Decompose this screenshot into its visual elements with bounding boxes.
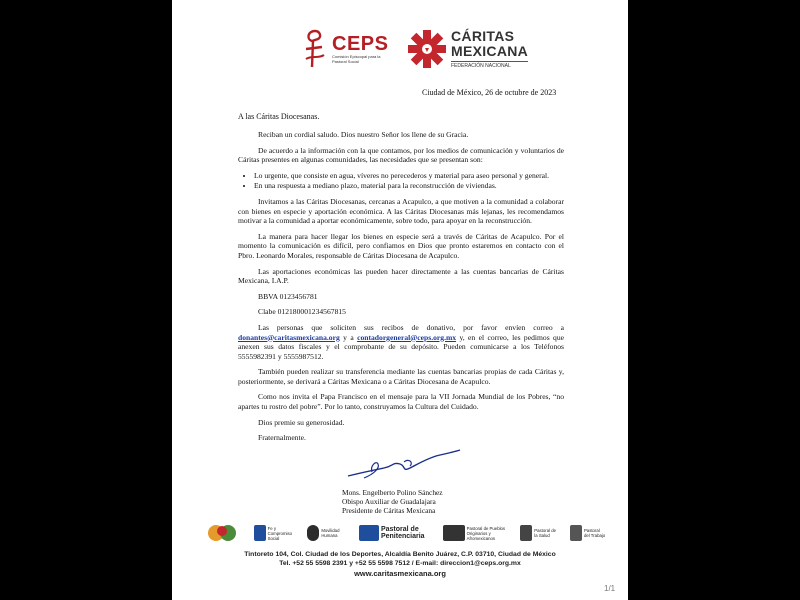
caritas-cross-icon (406, 28, 448, 70)
footer-logo-movilidad: Movilidad Humana (307, 525, 345, 541)
list-item: • En una respuesta a mediano plazo, material para la reconstrucción de viviendas. (254, 181, 564, 191)
ceps-logo (302, 27, 392, 71)
caritas-name-line1: CÁRITAS (451, 27, 515, 44)
salud-icon (520, 525, 532, 541)
page-indicator: 1/1 (604, 584, 616, 593)
ceps-emblem-icon (302, 27, 328, 71)
letter-addressee: A las Cáritas Diocesanas. (238, 112, 320, 121)
signer-block (342, 488, 443, 515)
footer-logo-penitenciaria: Pastoral de Penitenciaria (359, 525, 429, 541)
signer-title-1: Obispo Auxiliar de Guadalajara (342, 497, 436, 506)
fe-compromiso-icon (254, 525, 266, 541)
movilidad-icon (307, 525, 319, 541)
footer-address: Tintoreto 104, Col. Ciudad de los Deportes, Alcaldía Benito Juárez, C.P. 03710, Ciudad de México (244, 551, 556, 558)
ceps-name: CEPS (332, 33, 389, 55)
caritas-logo (406, 28, 528, 70)
footer-contact: Tel. +52 55 5598 2391 y +52 55 5598 7512 / E-mail: direccion1@ceps.org.mx (279, 560, 521, 567)
greeting: Reciban un cordial saludo. Dios nuestro Señor los llene de su Gracia. (258, 130, 469, 139)
email-link-donantes[interactable]: donantes@caritasmexicana.org (238, 332, 340, 342)
paragraph-blessing: Dios premie su generosidad. (258, 417, 345, 427)
letter-body (238, 130, 564, 449)
signer-title-2: Presidente de Cáritas Mexicana (342, 506, 436, 515)
jubilee-logo (206, 521, 240, 545)
caritas-name-line2: MEXICANA (451, 42, 529, 59)
footer-logo-pueblos: Pastoral de Pueblos Originarios y Afromexicanos (443, 525, 507, 541)
bank-account: BBVA 0123456781 (258, 291, 318, 301)
email-link-contador[interactable]: contadorgeneral@ceps.org.mx (357, 332, 457, 342)
caritas-subtitle: FEDERACIÓN NACIONAL (451, 61, 528, 70)
paragraph-delivery: La manera para hacer llegar los bienes en especie será a través de Cáritas de Acapulco. Por el momento la comunicación es difícil, pero confiamos en Dios que pronto estaremos en contacto con el Pbro. Leonardo Morales, responsable de Cáritas Diocesana de Acapulco. (238, 231, 564, 260)
jubilee-emblem-icon (206, 521, 240, 545)
signer-name: Mons. Engelberto Polino Sánchez (342, 488, 443, 497)
penitenciaria-icon (359, 525, 379, 541)
paragraph-invitation: Invitamos a las Cáritas Diocesanas, cercanas a Acapulco, a que motiven a la comunidad a colaborar con bienes en especie y aportación económica. A las Cáritas Diocesanas más lejanas, les recomendamos motivar a la comunidad a aportar económicamente, sobre todo, para apoyar en la reconstrucción. (238, 196, 564, 226)
signature-image (344, 444, 464, 484)
paragraph-transfer: También pueden realizar su transferencia mediante las cuentas bancarias propias de cada Cáritas y, posteriormente, se derivará a Cáritas Mexicana o a Cáritas Diocesana de Acapulco. (238, 367, 564, 386)
paragraph-pope: Como nos invita el Papa Francisco en el mensaje para la VII Jornada Mundial de los Pobres, “no apartes tu rostro del pobre”. Por lo tanto, construyamos la Cultura del Cuidado. (238, 392, 564, 412)
footer-logo-salud: Pastoral de la Salud (520, 525, 556, 541)
closing: Fraternalmente. (258, 433, 306, 443)
paragraph-receipts: Las personas que soliciten sus recibos de donativo, por favor envíen correo a donantes@caritasmexicana.org y a contadorgeneral@ceps.org.mx y, en el correo, les pedimos que anexen sus datos fiscales y el comprobante de su depósito. Pueden comunicarse a los Teléfonos 5555982391 y 5555987512. (238, 322, 565, 361)
footer-logo-trabajo: Pastoral del Trabajo (570, 525, 606, 541)
ceps-subtitle: Comisión Episcopal para la Pastoral Social (332, 54, 381, 64)
needs-list (238, 171, 564, 191)
paragraph-contributions: Las aportaciones económicas las pueden hacer directamente a las cuentas bancarias de Cáritas Mexicana, I.A.P. (238, 266, 564, 286)
clabe-account: Clabe 012180001234567815 (258, 307, 346, 317)
paragraph-needs: De acuerdo a la información con la que contamos, por los medios de comunicación y voluntarios de Cáritas presentes en algunas comunidades, las necesidades que se presentan son: (238, 145, 564, 165)
footer-website[interactable]: www.caritasmexicana.org (354, 569, 446, 578)
trabajo-icon (570, 525, 582, 541)
pastoral-logos (206, 520, 606, 546)
footer-logo-fe: Fe y Compromiso Social (254, 525, 294, 541)
letter-date: Ciudad de México, 26 de octubre de 2023 (422, 88, 557, 97)
letter-page (172, 0, 628, 600)
header-logos (302, 26, 528, 72)
list-item: • Lo urgente, que consiste en agua, víveres no perecederos y material para aseo personal y general. (254, 171, 564, 181)
pueblos-icon (443, 525, 465, 541)
